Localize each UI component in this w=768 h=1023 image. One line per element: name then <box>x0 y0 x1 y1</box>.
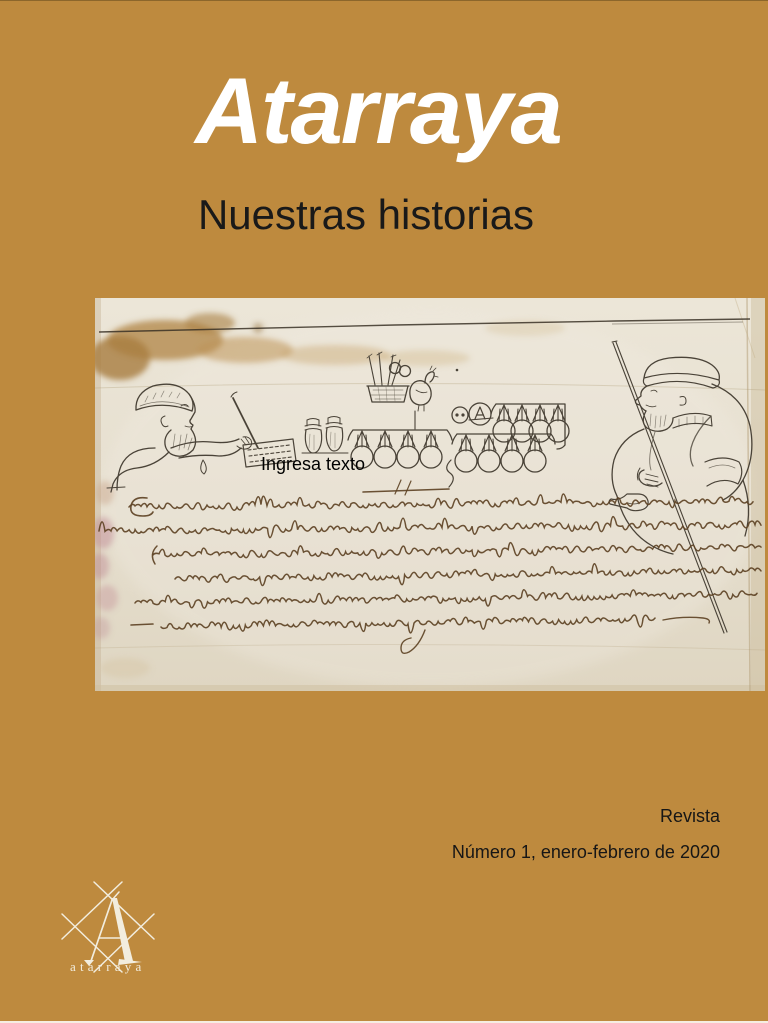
magazine-subtitle: Nuestras historias <box>197 191 535 238</box>
revista-label: Revista <box>659 806 720 826</box>
paper-texture <box>95 298 765 691</box>
issue-number-label: Número 1, enero-febrero de 2020 <box>451 842 720 862</box>
manuscript-image[interactable] <box>95 298 765 691</box>
issue-info <box>452 798 720 870</box>
magazine-title: Atarraya <box>195 58 561 163</box>
text-placeholder[interactable]: Ingresa texto <box>261 454 366 474</box>
logo-wordmark: atarraya <box>70 959 146 974</box>
